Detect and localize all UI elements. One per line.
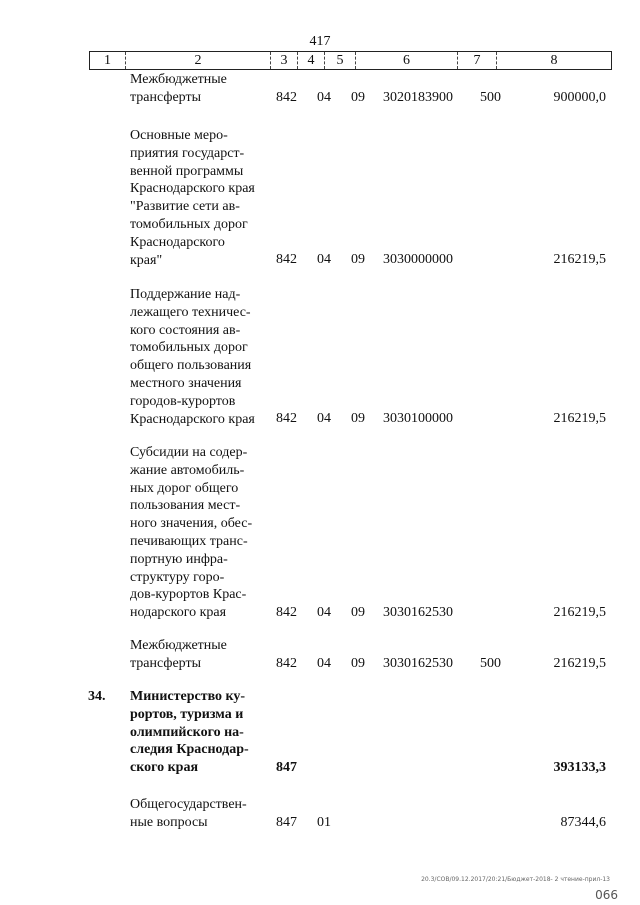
column-number-header (89, 51, 612, 70)
row-name-line: трансферты (130, 655, 202, 671)
amount: 87344,6 (560, 814, 606, 830)
row-name-line: пользования мест- (130, 498, 241, 514)
row-name-line: дов-курортов Крас- (130, 587, 247, 603)
ministry-code: 842 (276, 252, 297, 268)
table-row (0, 127, 640, 269)
col-header-1: 1 (90, 52, 126, 69)
row-name-line: Общегосударствен- (130, 797, 247, 812)
subsection-code: 09 (351, 411, 365, 427)
row-values (0, 89, 640, 107)
row-name-line: структуру горо- (130, 569, 225, 585)
row-name-line: томобильных дорог (130, 340, 248, 356)
row-name-line: Краснодарского края (130, 411, 255, 427)
row-name-line: лежащего техничес- (130, 304, 251, 320)
row-name-line: следия Краснодар- (130, 742, 249, 758)
subsection-code: 09 (351, 605, 365, 620)
row-name-line: олимпийского на- (130, 724, 244, 740)
page-number: 417 (309, 34, 331, 49)
target-article-code: 3030000000 (383, 252, 453, 268)
expense-type-code: 500 (480, 655, 501, 671)
section-code: 04 (317, 655, 331, 671)
row-name-line: края" (130, 252, 163, 268)
row-name-line: городов-курортов (130, 393, 236, 409)
row-name-line: трансферты (130, 89, 202, 105)
row-number: 34. (88, 689, 106, 704)
section-code: 04 (317, 252, 331, 268)
amount: 216219,5 (553, 252, 606, 268)
ministry-code: 847 (276, 814, 297, 830)
row-name-line: портную инфра- (130, 551, 228, 567)
col-header-4: 4 (298, 52, 325, 69)
row-values (0, 759, 640, 777)
section-code: 04 (317, 89, 331, 105)
row-values (0, 251, 640, 269)
row-name (130, 127, 263, 269)
amount: 216219,5 (553, 655, 606, 671)
row-name-line: жание автомобиль- (130, 462, 245, 478)
amount: 216219,5 (553, 605, 606, 620)
ministry-code: 842 (276, 411, 297, 427)
row-name-line: томобильных дорог (130, 216, 248, 232)
row-name-line: печивающих транс- (130, 533, 248, 549)
row-name-line: ного значения, обес- (130, 516, 253, 532)
table-row (0, 286, 640, 428)
row-name (130, 286, 263, 428)
row-name-line: кого состояния ав- (130, 322, 241, 338)
row-name-line: рортов, туризма и (130, 706, 244, 722)
amount: 393133,3 (553, 760, 606, 775)
ministry-code: 842 (276, 605, 297, 620)
col-header-5: 5 (325, 52, 356, 69)
col-header-6: 6 (356, 52, 458, 69)
table-row (0, 637, 640, 673)
row-name (130, 444, 263, 622)
target-article-code: 3020183900 (383, 89, 453, 105)
section-code: 04 (317, 605, 331, 620)
table-row (0, 444, 640, 622)
row-name-line: Основные меро- (130, 128, 228, 143)
row-name-line: венной программы (130, 163, 244, 179)
target-article-code: 3030162530 (383, 605, 453, 620)
corner-mark: 066 (595, 888, 618, 902)
ministry-code: 842 (276, 89, 297, 105)
row-name-line: ского края (130, 760, 199, 776)
table-row (0, 796, 640, 832)
target-article-code: 3030162530 (383, 655, 453, 671)
row-name-line: ных дорог общего (130, 480, 239, 496)
row-values (0, 655, 640, 673)
expense-type-code: 500 (480, 89, 501, 105)
ministry-code: 842 (276, 655, 297, 671)
ministry-code: 847 (276, 760, 297, 775)
subsection-code: 09 (351, 655, 365, 671)
subsection-code: 09 (351, 252, 365, 268)
row-name-line: Субсидии на содер- (130, 445, 248, 460)
col-header-8: 8 (550, 52, 558, 68)
row-name-line: местного значения (130, 375, 242, 391)
row-name-line: ные вопросы (130, 814, 208, 830)
row-name-line: общего пользования (130, 358, 252, 374)
section-code: 01 (317, 814, 331, 830)
row-name-line: нодарского края (130, 605, 227, 621)
footer-stamp: 20.3/СОВ/09.12.2017/20:21/Бюджет-2018- 2 чтение-прил-13 (421, 876, 610, 883)
row-values (0, 410, 640, 428)
row-values (0, 604, 640, 622)
row-name-line: Поддержание над- (130, 287, 241, 302)
section-code: 04 (317, 411, 331, 427)
target-article-code: 3030100000 (383, 411, 453, 427)
row-name-line: приятия государст- (130, 145, 245, 161)
row-name-line: "Развитие сети ав- (130, 199, 240, 215)
row-name-line: Краснодарского края (130, 181, 255, 197)
row-name-line: Министерство ку- (130, 689, 246, 704)
row-name-line: Краснодарского (130, 234, 225, 250)
amount: 216219,5 (553, 411, 606, 427)
table-row (0, 688, 640, 777)
col-header-7: 7 (458, 52, 497, 69)
row-name-line: Межбюджетные (130, 72, 227, 87)
col-header-3: 3 (271, 52, 298, 69)
table-row (0, 71, 640, 107)
row-values (0, 814, 640, 832)
amount: 900000,0 (553, 89, 606, 105)
row-name-line: Межбюджетные (130, 638, 227, 653)
col-header-2: 2 (126, 52, 271, 69)
subsection-code: 09 (351, 89, 365, 105)
